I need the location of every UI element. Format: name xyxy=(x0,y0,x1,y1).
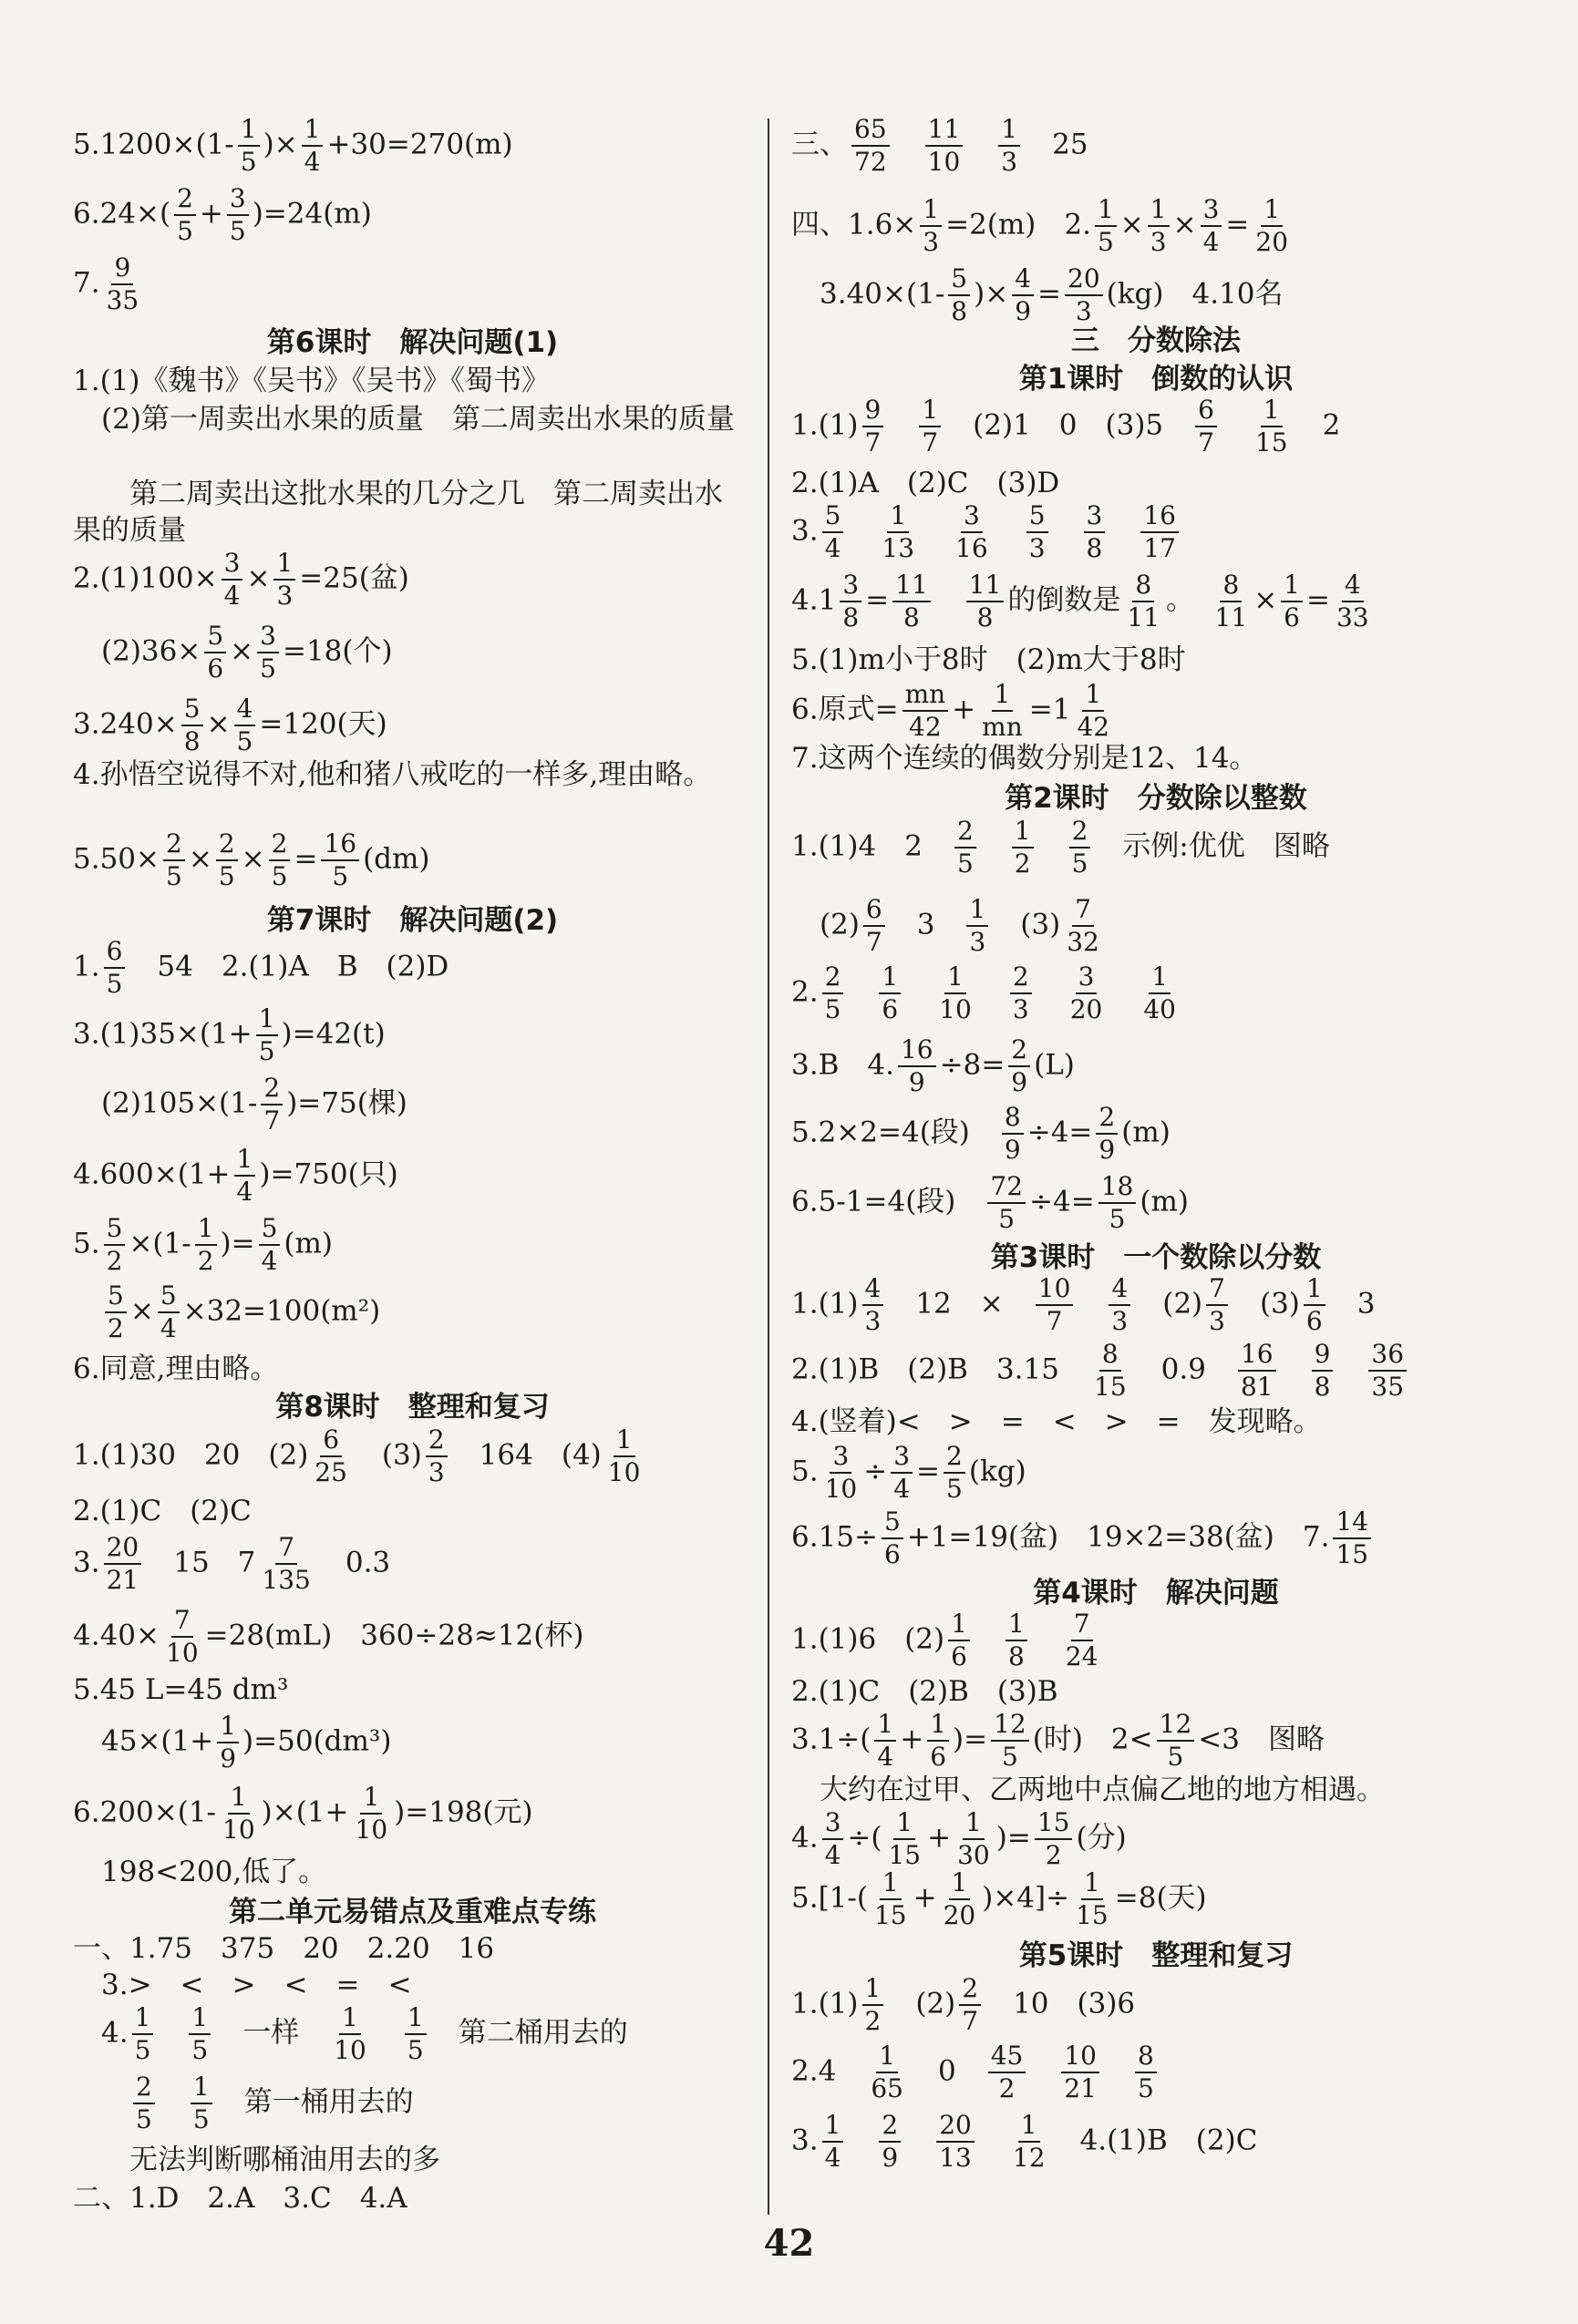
answer-line: 1.(1) $\frac{9}{7}$ $\frac{1}{7}$ (2)1 0 (3)5 $\frac{6}{7}$ $\frac{1}{15}$ 2 xyxy=(791,395,1341,458)
fraction: $\frac{1}{3}$ xyxy=(966,897,988,955)
answer-line: 2.(1)100× $\frac{3}{4}$ × $\frac{1}{3}$ =25(盆) xyxy=(73,548,409,611)
fraction: $\frac{1}{15}$ xyxy=(1076,1867,1109,1930)
answer-line: 4.1 $\frac{3}{8}$ = $\frac{11}{8}$ $\frac{11}{8}$ 的倒数是 $\frac{8}{11}$ 。 $\frac{8}{11}$ × $\frac{1}{6}$ = $\frac{4}{33}$ xyxy=(791,572,1376,631)
fraction: $\frac{1}{3}$ xyxy=(273,550,295,609)
answer-line: 2.(1)C (2)C xyxy=(73,1495,252,1527)
fraction: $\frac{3}{20}$ xyxy=(1069,961,1103,1024)
fraction: $\frac{1}{20}$ xyxy=(1255,194,1289,257)
fraction: $\frac{20}{21}$ xyxy=(104,1535,142,1593)
section-heading: 第二单元易错点及重难点专练 xyxy=(229,1896,596,1928)
answer-line: 1.(1) $\frac{4}{3}$ 12 × $\frac{10}{7}$ $\frac{4}{3}$ (2) $\frac{7}{3}$ (3) $\frac{1}{6}$ 3 xyxy=(791,1273,1376,1336)
answer-line: $\frac{2}{5}$ $\frac{1}{5}$ 第一桶用去的 xyxy=(73,2074,414,2133)
fraction: $\frac{1}{42}$ xyxy=(1077,679,1110,742)
answer-line: 4.孙悟空说得不对,他和猪八戒吃的一样多,理由略。 xyxy=(73,758,712,791)
answer-line: 无法判断哪桶油用去的多 xyxy=(73,2144,440,2176)
fraction: $\frac{5}{4}$ xyxy=(259,1216,281,1274)
fraction: $\frac{72}{5}$ xyxy=(987,1174,1026,1232)
fraction: $\frac{1}{9}$ xyxy=(217,1713,239,1772)
answer-line: 5.50× $\frac{2}{5}$ × $\frac{2}{5}$ × $\frac{2}{5}$ = $\frac{16}{5}$ (dm) xyxy=(73,828,430,891)
answer-line: $\frac{5}{2}$ × $\frac{5}{4}$ ×32=100(m²) xyxy=(73,1283,380,1342)
fraction: $\frac{2}{5}$ xyxy=(216,831,238,889)
fraction: $\frac{1}{5}$ xyxy=(238,117,260,175)
answer-line: 45×(1+ $\frac{1}{9}$ )=50(dm³) xyxy=(73,1711,392,1774)
answer-line: 一、1.75 375 20 2.20 16 xyxy=(73,1932,495,1965)
fraction: $\frac{3}{4}$ xyxy=(822,1810,844,1868)
fraction: $\frac{1}{4}$ xyxy=(822,2113,844,2171)
fraction: $\frac{11}{8}$ xyxy=(892,572,931,631)
answer-line: 6.24×( $\frac{2}{5}$ + $\frac{3}{5}$ )=24(m) xyxy=(73,183,372,246)
fraction: $\frac{2}{9}$ xyxy=(1096,1105,1118,1163)
fraction: $\frac{4}{3}$ xyxy=(862,1276,884,1334)
fraction: $\frac{1}{2}$ xyxy=(1012,818,1034,877)
fraction: $\frac{4}{9}$ xyxy=(1012,266,1034,324)
fraction: $\frac{36}{35}$ xyxy=(1368,1342,1407,1400)
fraction: $\frac{1}{10}$ xyxy=(334,2002,366,2065)
fraction: $\frac{5}{4}$ xyxy=(158,1283,180,1342)
answer-line: 4. $\frac{1}{5}$ $\frac{1}{5}$ 一样 $\frac{1}{10}$ $\frac{1}{5}$ 第二桶用去的 xyxy=(73,2002,628,2065)
fraction: $\frac{3}{16}$ xyxy=(955,500,988,563)
fraction: $\frac{1}{40}$ xyxy=(1143,961,1176,1024)
answer-line: 1.(1)6 (2) $\frac{1}{6}$ $\frac{1}{8}$ $\frac{7}{24}$ xyxy=(791,1611,1104,1670)
answer-line: 5.1200×(1- $\frac{1}{5}$ )× $\frac{1}{4}$ +30=270(m) xyxy=(73,114,513,177)
fraction: $\frac{2}{9}$ xyxy=(1008,1037,1030,1095)
fraction: $\frac{1}{6}$ xyxy=(1304,1276,1325,1334)
fraction: $\frac{6}{7}$ xyxy=(863,897,885,955)
answer-line: 1. $\frac{6}{5}$ 54 2.(1)A B (2)D xyxy=(73,936,449,999)
answer-line: 4.40× $\frac{7}{10}$ =28(mL) 360÷28≈12(杯) xyxy=(73,1605,584,1668)
fraction: $\frac{1}{10}$ xyxy=(607,1424,641,1487)
answer-line: 6.5-1=4(段) $\frac{72}{5}$ ÷4= $\frac{18}{5}$ (m) xyxy=(791,1171,1189,1234)
column-divider xyxy=(768,118,769,2215)
fraction: $\frac{5}{3}$ xyxy=(1026,503,1048,561)
answer-line: 第二周卖出这批水果的几分之几 第二周卖出水果的质量 xyxy=(73,478,723,547)
page-number: 42 xyxy=(763,2222,815,2265)
fraction: $\frac{8}{11}$ xyxy=(1214,570,1248,632)
fraction: $\frac{1}{30}$ xyxy=(957,1807,990,1870)
answer-line: 6.15÷ $\frac{5}{6}$ +1=19(盆) 19×2=38(盆) 7. $\frac{14}{15}$ xyxy=(791,1509,1375,1568)
fraction: $\frac{14}{15}$ xyxy=(1333,1509,1371,1568)
fraction: $\frac{1}{2}$ xyxy=(862,1976,884,2034)
answer-line: 3.1÷( $\frac{1}{4}$ + $\frac{1}{6}$ )= $\frac{12}{5}$ (时) 2< $\frac{12}{5}$ <3 图略 xyxy=(791,1709,1325,1772)
fraction: $\frac{3}{4}$ xyxy=(222,550,243,609)
answer-line: 3. $\frac{1}{4}$ $\frac{2}{9}$ $\frac{20}{13}$ $\frac{1}{12}$ 4.(1)B (2)C xyxy=(791,2110,1258,2173)
fraction: $\frac{4}{33}$ xyxy=(1336,570,1369,632)
answer-line: 二、1.D 2.A 3.C 4.A xyxy=(73,2182,407,2215)
fraction: $\frac{6}{25}$ xyxy=(315,1424,347,1487)
fraction: $\frac{1}{5}$ xyxy=(405,2005,427,2063)
section-heading: 第2课时 分数除以整数 xyxy=(1005,782,1307,815)
fraction: $\frac{8}{15}$ xyxy=(1094,1339,1127,1402)
fraction: $\frac{7}{24}$ xyxy=(1065,1609,1098,1671)
answer-line: 5.45 L=45 dm³ xyxy=(73,1673,289,1706)
fraction: $\frac{12}{5}$ xyxy=(991,1712,1029,1770)
fraction: $\frac{8}{9}$ xyxy=(1002,1105,1024,1163)
fraction: $\frac{1}{4}$ xyxy=(302,117,324,175)
answer-line: (2)36× $\frac{5}{6}$ × $\frac{3}{5}$ =18(个) xyxy=(73,621,393,684)
fraction: $\frac{45}{2}$ xyxy=(988,2043,1026,2102)
fraction: $\frac{16}{81}$ xyxy=(1238,1342,1276,1400)
answer-line: 4. $\frac{3}{4}$ ÷( $\frac{1}{15}$ + $\frac{1}{30}$ )= $\frac{15}{2}$ (分) xyxy=(791,1807,1127,1870)
fraction: $\frac{15}{2}$ xyxy=(1035,1810,1073,1868)
fraction: $\frac{2}{9}$ xyxy=(879,2113,901,2171)
fraction: $\frac{18}{5}$ xyxy=(1098,1174,1137,1232)
answer-line: 4.(竖着)< > = < > = 发现略。 xyxy=(791,1405,1322,1438)
answer-line: 1.(1)4 2 $\frac{2}{5}$ $\frac{1}{2}$ $\frac{2}{5}$ 示例:优优 图略 xyxy=(791,816,1330,879)
fraction: $\frac{1}{7}$ xyxy=(919,397,941,456)
fraction: $\frac{10}{21}$ xyxy=(1061,2043,1099,2102)
answer-line: 4.600×(1+ $\frac{1}{4}$ )=750(只) xyxy=(73,1144,398,1207)
fraction: $\frac{7}{135}$ xyxy=(262,1532,311,1595)
fraction: $\frac{1}{4}$ xyxy=(234,1147,256,1205)
answer-line: 6.200×(1- $\frac{1}{10}$ )×(1+ $\frac{1}{10}$ )=198(元) xyxy=(73,1782,533,1845)
section-heading: 第5课时 整理和复习 xyxy=(1018,1939,1294,1972)
section-heading: 第1课时 倒数的认识 xyxy=(1018,363,1294,396)
answer-line: 三、 $\frac{65}{72}$ $\frac{11}{10}$ $\frac{1}{3}$ 25 xyxy=(791,114,1088,177)
answer-line: (2)105×(1- $\frac{2}{7}$ )=75(棵) xyxy=(73,1073,407,1136)
answer-line: 3. $\frac{20}{21}$ 15 7 $\frac{7}{135}$ 0.3 xyxy=(73,1532,391,1595)
fraction: $\frac{1}{3}$ xyxy=(998,117,1020,175)
section-heading: 第8课时 整理和复习 xyxy=(275,1391,550,1424)
fraction: $\frac{5}{6}$ xyxy=(204,623,226,682)
fraction: $\frac{16}{17}$ xyxy=(1140,503,1179,561)
answer-line: 5.(1)m小于8时 (2)m大于8时 xyxy=(791,643,1186,676)
section-heading: 第6课时 解决问题(1) xyxy=(266,326,559,359)
answer-line: 2.4 $\frac{1}{65}$ 0 $\frac{45}{2}$ $\frac{10}{21}$ $\frac{8}{5}$ xyxy=(791,2043,1160,2102)
fraction: $\frac{5}{6}$ xyxy=(882,1509,903,1568)
fraction: $\frac{mn}{42}$ xyxy=(902,682,949,740)
answer-line: 3.(1)35×(1+ $\frac{1}{5}$ )=42(t) xyxy=(73,1003,386,1066)
fraction: $\frac{1}{5}$ xyxy=(1095,197,1117,255)
answer-line: 2. $\frac{2}{5}$ $\frac{1}{6}$ $\frac{1}{10}$ $\frac{2}{3}$ $\frac{3}{20}$ $\frac{1}{40}$ xyxy=(791,964,1182,1023)
answer-line: (2) $\frac{6}{7}$ 3 $\frac{1}{3}$ (3) $\frac{7}{32}$ xyxy=(791,897,1106,955)
fraction: $\frac{7}{3}$ xyxy=(1206,1276,1228,1334)
fraction: $\frac{4}{3}$ xyxy=(1109,1276,1130,1334)
answer-line: 2.(1)B (2)B 3.15 $\frac{8}{15}$ 0.9 $\frac{16}{81}$ $\frac{9}{8}$ $\frac{36}{35}$ xyxy=(791,1342,1410,1400)
fraction: $\frac{1}{3}$ xyxy=(1148,197,1170,255)
fraction: $\frac{7}{10}$ xyxy=(166,1605,199,1668)
answer-line: 7.这两个连续的偶数分别是12、14。 xyxy=(791,742,1258,775)
answer-line: 5.[1-( $\frac{1}{15}$ + $\frac{1}{20}$ )×4]÷ $\frac{1}{15}$ =8(天) xyxy=(791,1867,1207,1930)
fraction: $\frac{65}{72}$ xyxy=(851,117,890,175)
section-heading: 第4课时 解决问题 xyxy=(1033,1577,1279,1609)
fraction: $\frac{5}{8}$ xyxy=(948,266,970,324)
fraction: $\frac{16}{9}$ xyxy=(898,1037,936,1095)
fraction: $\frac{3}{10}$ xyxy=(824,1441,858,1504)
fraction: $\frac{1}{6}$ xyxy=(948,1611,970,1670)
fraction: $\frac{1}{6}$ xyxy=(879,964,901,1023)
answer-line: 3. $\frac{5}{4}$ $\frac{1}{13}$ $\frac{3}{16}$ $\frac{5}{3}$ $\frac{3}{8}$ $\frac{16}{17}$ xyxy=(791,503,1182,561)
fraction: $\frac{2}{5}$ xyxy=(954,818,976,877)
fraction: $\frac{5}{4}$ xyxy=(822,503,844,561)
answer-line: 3.240× $\frac{5}{8}$ × $\frac{4}{5}$ =120(天) xyxy=(73,694,387,756)
answer-line: 6.同意,理由略。 xyxy=(73,1352,279,1385)
fraction: $\frac{1}{5}$ xyxy=(132,2005,154,2063)
fraction: $\frac{6}{7}$ xyxy=(1195,397,1217,456)
fraction: $\frac{16}{5}$ xyxy=(321,831,359,889)
fraction: $\frac{5}{8}$ xyxy=(181,696,203,755)
answer-line: 198<200,低了。 xyxy=(73,1856,327,1888)
fraction: $\frac{5}{2}$ xyxy=(105,1283,127,1342)
answer-line: (2)第一周卖出水果的质量 第二周卖出水果的质量 xyxy=(73,403,735,436)
fraction: $\frac{2}{5}$ xyxy=(133,2074,155,2133)
fraction: $\frac{9}{8}$ xyxy=(1312,1342,1334,1400)
fraction: $\frac{7}{32}$ xyxy=(1067,894,1099,957)
answer-line: 3.> < > < = < xyxy=(73,1969,412,2001)
fraction: $\frac{3}{4}$ xyxy=(1201,197,1222,255)
fraction: $\frac{3}{5}$ xyxy=(257,623,279,682)
fraction: $\frac{10}{7}$ xyxy=(1036,1276,1074,1334)
answer-line: 四、1.6× $\frac{1}{3}$ =2(m) 2. $\frac{1}{5}$ × $\frac{1}{3}$ × $\frac{3}{4}$ = $\frac{1}{20}$ xyxy=(791,197,1294,255)
fraction: $\frac{1}{6}$ xyxy=(1281,572,1303,631)
fraction: $\frac{1}{10}$ xyxy=(939,961,972,1024)
fraction: $\frac{1}{65}$ xyxy=(871,2041,903,2103)
fraction: $\frac{3}{4}$ xyxy=(891,1444,913,1502)
answer-line: 5. $\frac{3}{10}$ ÷ $\frac{3}{4}$ = $\frac{2}{5}$ (kg) xyxy=(791,1441,1026,1504)
fraction: $\frac{2}{5}$ xyxy=(944,1444,965,1502)
fraction: $\frac{3}{5}$ xyxy=(227,186,249,244)
fraction: $\frac{1}{13}$ xyxy=(882,500,915,563)
fraction: $\frac{9}{7}$ xyxy=(862,397,884,456)
fraction: $\frac{1}{20}$ xyxy=(943,1867,976,1930)
fraction: $\frac{1}{8}$ xyxy=(1006,1611,1027,1670)
answer-line: 3.B 4. $\frac{16}{9}$ ÷8= $\frac{2}{9}$ (L) xyxy=(791,1034,1075,1097)
answer-line: 5.2×2=4(段) $\frac{8}{9}$ ÷4= $\frac{2}{9}$ (m) xyxy=(791,1102,1171,1165)
fraction: $\frac{20}{13}$ xyxy=(936,2113,975,2171)
fraction: $\frac{3}{8}$ xyxy=(1084,503,1106,561)
answer-line: 6.原式= $\frac{mn}{42}$ + $\frac{1}{mn}$ =1 $\frac{1}{42}$ xyxy=(791,682,1116,740)
answer-line: 1.(1)30 20 (2) $\frac{6}{25}$ (3) $\frac{2}{3}$ 164 (4) $\frac{1}{10}$ xyxy=(73,1427,646,1486)
answer-line: 2.(1)C (2)B (3)B xyxy=(791,1675,1058,1708)
fraction: $\frac{2}{3}$ xyxy=(426,1427,448,1486)
fraction: $\frac{1}{mn}$ xyxy=(982,679,1023,742)
section-heading: 三 分数除法 xyxy=(1071,324,1241,357)
fraction: $\frac{1}{15}$ xyxy=(1254,395,1288,458)
answer-line: 1.(1) $\frac{1}{2}$ (2) $\frac{2}{7}$ 10 (3)6 xyxy=(791,1973,1136,2036)
fraction: $\frac{2}{5}$ xyxy=(269,831,291,889)
fraction: $\frac{1}{4}$ xyxy=(874,1712,896,1770)
fraction: $\frac{1}{5}$ xyxy=(256,1006,278,1064)
fraction: $\frac{2}{5}$ xyxy=(1069,818,1091,877)
fraction: $\frac{1}{3}$ xyxy=(920,197,942,255)
answer-line: 大约在过甲、乙两地中点偏乙地的地方相遇。 xyxy=(791,1774,1385,1806)
fraction: $\frac{9}{35}$ xyxy=(106,252,139,315)
fraction: $\frac{5}{2}$ xyxy=(104,1216,126,1274)
fraction: $\frac{12}{5}$ xyxy=(1157,1712,1195,1770)
fraction: $\frac{1}{6}$ xyxy=(927,1712,949,1770)
fraction: $\frac{2}{5}$ xyxy=(163,831,185,889)
fraction: $\frac{1}{12}$ xyxy=(1012,2110,1046,2173)
section-heading: 第7课时 解决问题(2) xyxy=(266,904,559,937)
fraction: $\frac{2}{7}$ xyxy=(959,1976,981,2034)
fraction: $\frac{1}{10}$ xyxy=(222,1782,255,1845)
fraction: $\frac{3}{8}$ xyxy=(840,572,861,631)
fraction: $\frac{2}{3}$ xyxy=(1010,964,1032,1023)
fraction: $\frac{11}{10}$ xyxy=(925,117,964,175)
fraction: $\frac{1}{15}$ xyxy=(873,1867,907,1930)
answer-line: 1.(1)《魏书》《吴书》《吴书》《蜀书》 xyxy=(73,365,550,397)
fraction: $\frac{20}{3}$ xyxy=(1065,266,1103,324)
fraction: $\frac{1}{5}$ xyxy=(191,2074,212,2133)
fraction: $\frac{2}{7}$ xyxy=(261,1075,283,1134)
fraction: $\frac{1}{5}$ xyxy=(189,2005,211,2063)
fraction: $\frac{2}{5}$ xyxy=(822,964,844,1023)
fraction: $\frac{1}{15}$ xyxy=(888,1807,922,1870)
answer-line: 5. $\frac{5}{2}$ ×(1- $\frac{1}{2}$ )= $\frac{5}{4}$ (m) xyxy=(73,1213,334,1276)
answer-line: 7. $\frac{9}{35}$ xyxy=(73,255,145,314)
fraction: $\frac{1}{2}$ xyxy=(195,1216,217,1274)
fraction: $\frac{8}{11}$ xyxy=(1127,570,1160,632)
fraction: $\frac{4}{5}$ xyxy=(234,696,256,755)
fraction: $\frac{2}{5}$ xyxy=(174,186,196,244)
fraction: $\frac{1}{10}$ xyxy=(355,1782,388,1845)
answer-line: 3.40×(1- $\frac{5}{8}$ )× $\frac{4}{9}$ = $\frac{20}{3}$ (kg) 4.10名 xyxy=(791,263,1284,326)
answer-line: 2.(1)A (2)C (3)D xyxy=(791,467,1060,499)
fraction: $\frac{11}{8}$ xyxy=(966,572,1005,631)
fraction: $\frac{6}{5}$ xyxy=(104,939,126,997)
fraction: $\frac{8}{5}$ xyxy=(1135,2043,1157,2102)
section-heading: 第3课时 一个数除以分数 xyxy=(990,1241,1322,1274)
